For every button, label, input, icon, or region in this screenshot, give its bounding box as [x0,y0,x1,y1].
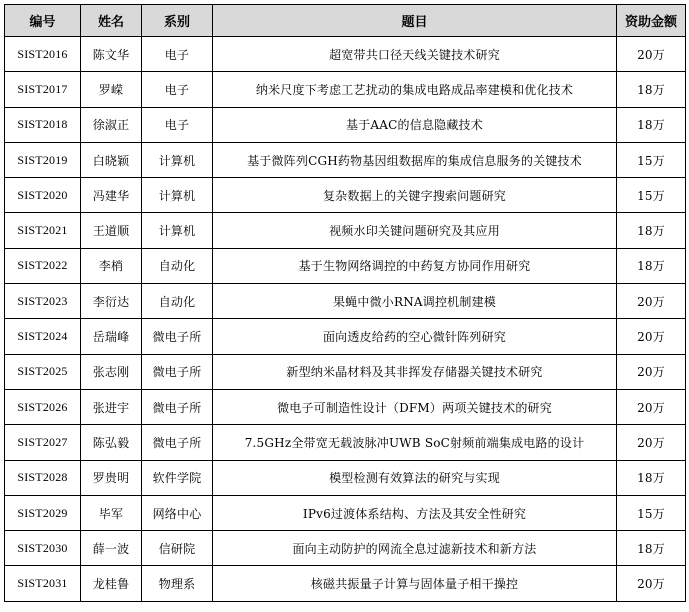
cell-title: 面向主动防护的网流全息过滤新技术和新方法 [213,531,617,566]
cell-dept: 电子 [142,37,213,72]
cell-id: SIST2026 [5,389,81,424]
table-row [5,425,686,460]
cell-title: 基于生物网络调控的中药复方协同作用研究 [213,248,617,283]
cell-name: 罗嵘 [81,72,142,107]
table-row [5,319,686,354]
cell-id: SIST2030 [5,531,81,566]
cell-id: SIST2031 [5,566,81,601]
table-row [5,178,686,213]
cell-title: IPv6过渡体系结构、方法及其安全性研究 [213,495,617,530]
cell-name: 李梢 [81,248,142,283]
header-id: 编号 [5,5,81,37]
cell-dept: 计算机 [142,178,213,213]
table-row [5,72,686,107]
cell-id: SIST2018 [5,107,81,142]
cell-id: SIST2022 [5,248,81,283]
cell-amount: 18万 [617,248,686,283]
cell-dept: 电子 [142,107,213,142]
cell-title: 纳米尺度下考虑工艺扰动的集成电路成品率建模和优化技术 [213,72,617,107]
cell-id: SIST2016 [5,37,81,72]
cell-dept: 物理系 [142,566,213,601]
cell-amount: 20万 [617,37,686,72]
cell-amount: 20万 [617,389,686,424]
table-row [5,531,686,566]
cell-name: 龙桂鲁 [81,566,142,601]
table-body [5,37,686,602]
table-row [5,284,686,319]
cell-dept: 微电子所 [142,425,213,460]
table-row [5,213,686,248]
cell-id: SIST2027 [5,425,81,460]
cell-dept: 计算机 [142,213,213,248]
cell-amount: 18万 [617,72,686,107]
cell-name: 罗贵明 [81,460,142,495]
cell-name: 冯建华 [81,178,142,213]
cell-name: 岳瑞峰 [81,319,142,354]
cell-title: 超宽带共口径天线关键技术研究 [213,37,617,72]
cell-dept: 信研院 [142,531,213,566]
table-row [5,354,686,389]
cell-dept: 微电子所 [142,389,213,424]
cell-amount: 15万 [617,142,686,177]
cell-id: SIST2025 [5,354,81,389]
cell-id: SIST2019 [5,142,81,177]
cell-amount: 15万 [617,495,686,530]
cell-title: 面向透皮给药的空心微针阵列研究 [213,319,617,354]
cell-id: SIST2024 [5,319,81,354]
header-amount: 资助金额 [617,5,686,37]
cell-title: 果蝇中微小RNA调控机制建模 [213,284,617,319]
grant-table [4,4,686,602]
cell-title: 模型检测有效算法的研究与实现 [213,460,617,495]
cell-amount: 20万 [617,284,686,319]
cell-title: 基于微阵列CGH药物基因组数据库的集成信息服务的关键技术 [213,142,617,177]
cell-amount: 18万 [617,107,686,142]
table-row [5,37,686,72]
cell-id: SIST2017 [5,72,81,107]
cell-name: 徐淑正 [81,107,142,142]
cell-name: 李衍达 [81,284,142,319]
cell-amount: 18万 [617,213,686,248]
table-row [5,107,686,142]
cell-id: SIST2028 [5,460,81,495]
table-row [5,389,686,424]
cell-amount: 18万 [617,531,686,566]
header-name: 姓名 [81,5,142,37]
cell-title: 复杂数据上的关键字搜索问题研究 [213,178,617,213]
header-dept: 系别 [142,5,213,37]
table-row [5,460,686,495]
cell-name: 王道顺 [81,213,142,248]
cell-amount: 20万 [617,319,686,354]
cell-id: SIST2023 [5,284,81,319]
table-row [5,142,686,177]
cell-title: 微电子可制造性设计（DFM）两项关键技术的研究 [213,389,617,424]
cell-amount: 20万 [617,425,686,460]
cell-name: 张志刚 [81,354,142,389]
cell-dept: 微电子所 [142,354,213,389]
cell-dept: 计算机 [142,142,213,177]
cell-dept: 软件学院 [142,460,213,495]
cell-title: 基于AAC的信息隐藏技术 [213,107,617,142]
cell-title: 7.5GHz全带宽无载波脉冲UWB SoC射频前端集成电路的设计 [213,425,617,460]
cell-name: 薛一波 [81,531,142,566]
cell-id: SIST2020 [5,178,81,213]
header-row [5,5,686,37]
cell-name: 白晓颖 [81,142,142,177]
cell-amount: 20万 [617,354,686,389]
cell-title: 新型纳米晶材料及其非挥发存储器关键技术研究 [213,354,617,389]
cell-name: 陈弘毅 [81,425,142,460]
cell-id: SIST2029 [5,495,81,530]
table-header [5,5,686,37]
cell-name: 毕军 [81,495,142,530]
cell-title: 核磁共振量子计算与固体量子相干操控 [213,566,617,601]
cell-id: SIST2021 [5,213,81,248]
cell-amount: 18万 [617,460,686,495]
table-row [5,495,686,530]
cell-amount: 15万 [617,178,686,213]
cell-name: 张进宇 [81,389,142,424]
table-row [5,248,686,283]
cell-dept: 自动化 [142,284,213,319]
table-row [5,566,686,601]
cell-name: 陈文华 [81,37,142,72]
cell-dept: 网络中心 [142,495,213,530]
header-title: 题目 [213,5,617,37]
cell-dept: 自动化 [142,248,213,283]
cell-amount: 20万 [617,566,686,601]
cell-dept: 微电子所 [142,319,213,354]
cell-title: 视频水印关键问题研究及其应用 [213,213,617,248]
cell-dept: 电子 [142,72,213,107]
